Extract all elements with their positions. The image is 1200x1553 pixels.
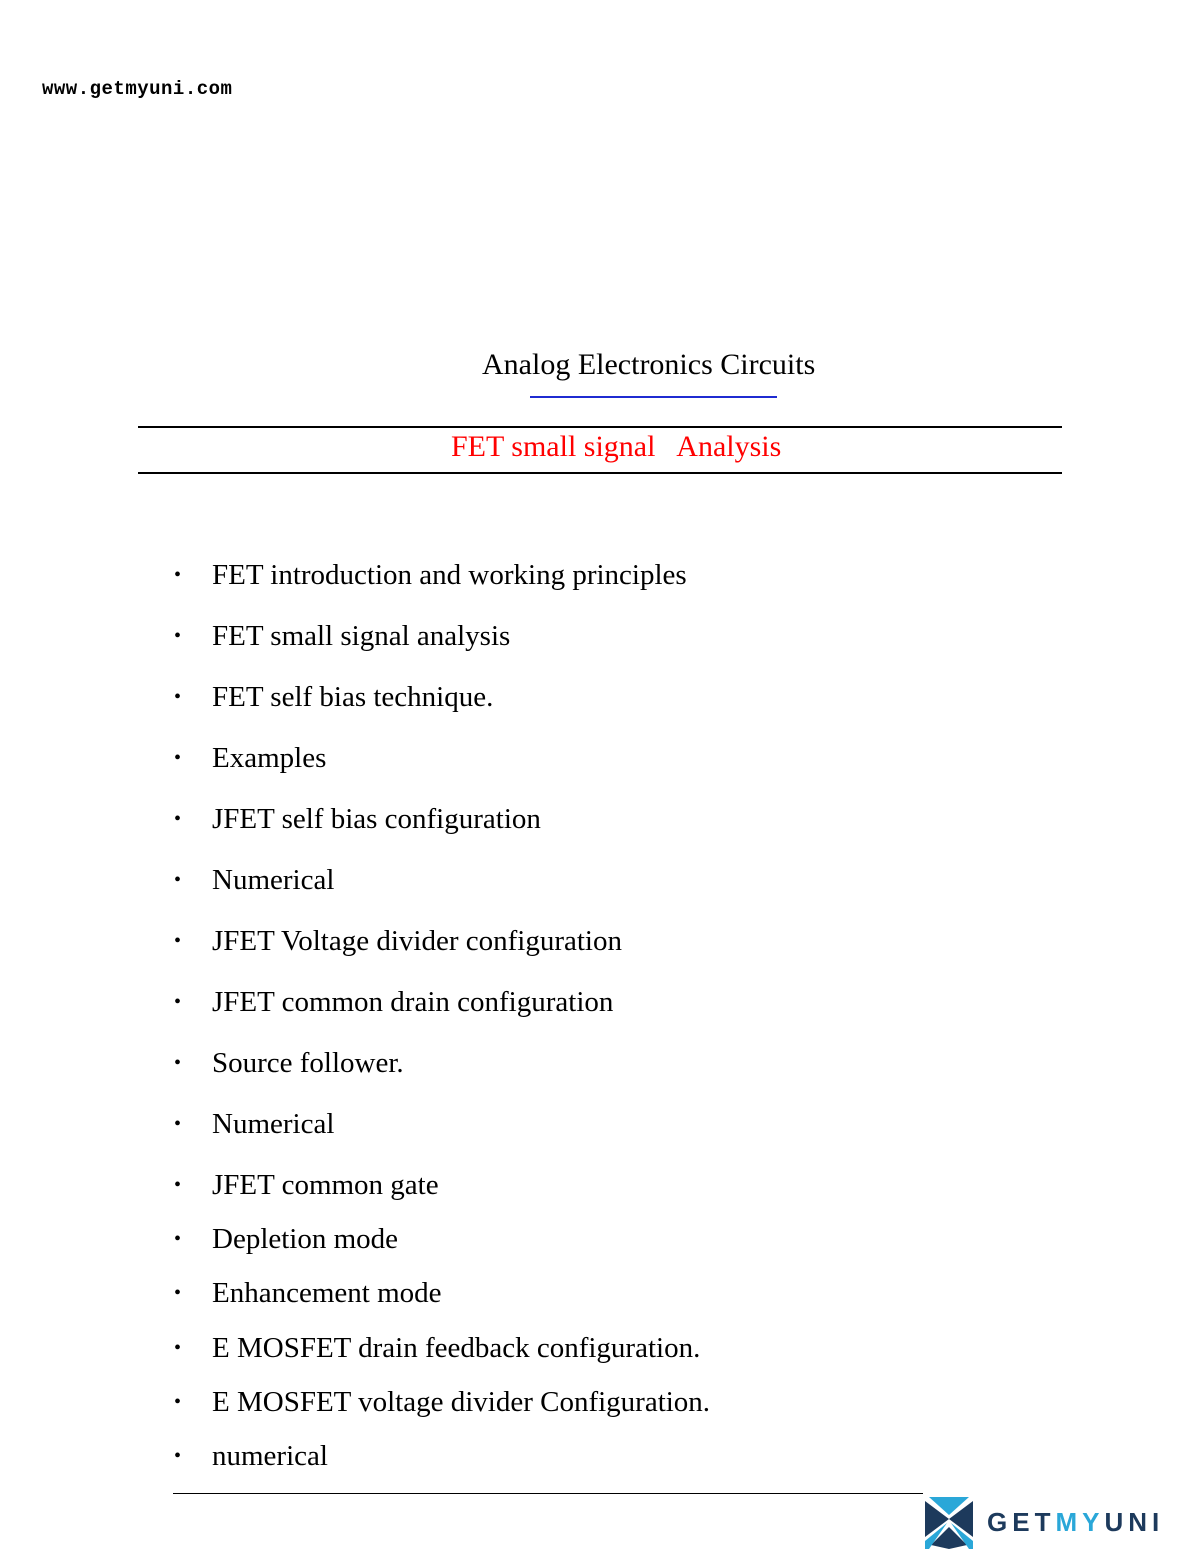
bullet-icon: • [174,1282,182,1304]
site-url[interactable]: www.getmyuni.com [42,78,233,100]
bullet-icon: • [174,991,182,1013]
list-item [174,1222,398,1256]
heading-rule-bottom [138,472,1062,474]
list-item-text: Numerical [212,1108,335,1140]
list-item-text: JFET Voltage divider configuration [212,925,622,957]
list-item-text: JFET self bias configuration [212,803,541,835]
list-item-text: FET introduction and working principles [212,559,687,591]
list-item-text: JFET common drain configuration [212,986,614,1018]
list-item-text: E MOSFET voltage divider Configuration. [212,1386,711,1418]
list-item-text: Depletion mode [212,1223,399,1255]
bullet-icon: • [174,686,182,708]
getmyuni-x-logo-icon [925,1497,973,1549]
bullet-icon: • [174,1445,182,1467]
list-item [174,1385,710,1419]
bullet-icon: • [174,625,182,647]
list-item-text: Source follower. [212,1047,404,1079]
list-item-text: numerical [212,1440,328,1472]
list-item [174,802,541,836]
bullet-icon: • [174,564,182,586]
list-item-text: FET self bias technique. [212,681,494,713]
title-underline [530,396,777,398]
list-item-text: Examples [212,742,327,774]
logo-text [987,1507,1164,1538]
list-item [174,1107,334,1141]
list-item-text: Enhancement mode [212,1277,442,1309]
list-item [174,619,510,653]
list-item [174,1046,404,1080]
bullet-icon: • [174,1391,182,1413]
list-item-text: FET small signal analysis [212,620,511,652]
logo-text-get: GET [987,1507,1056,1537]
bullet-icon: • [174,1113,182,1135]
footer-rule [173,1493,923,1494]
logo-text-uni: UNI [1104,1507,1165,1537]
bullet-icon: • [174,1052,182,1074]
list-item-text: Numerical [212,864,335,896]
list-item [174,1331,700,1365]
list-item-text: JFET common gate [212,1169,439,1201]
list-item [174,1439,328,1473]
getmyuni-logo[interactable] [925,1497,1165,1549]
list-item [174,1168,439,1202]
list-item-text: E MOSFET drain feedback configuration. [212,1332,701,1364]
bullet-icon: • [174,1174,182,1196]
list-item [174,863,334,897]
bullet-icon: • [174,747,182,769]
logo-text-my: MY [1055,1507,1105,1537]
list-item [174,985,613,1019]
heading-rule-top [138,426,1062,428]
list-item [174,741,326,775]
section-heading: FET small signal Analysis [451,430,782,463]
list-item [174,558,687,592]
bullet-icon: • [174,1337,182,1359]
list-item [174,680,493,714]
list-item [174,924,622,958]
bullet-icon: • [174,869,182,891]
bullet-icon: • [174,930,182,952]
document-title: Analog Electronics Circuits [482,348,816,381]
list-item [174,1276,442,1310]
bullet-icon: • [174,1228,182,1250]
bullet-icon: • [174,808,182,830]
